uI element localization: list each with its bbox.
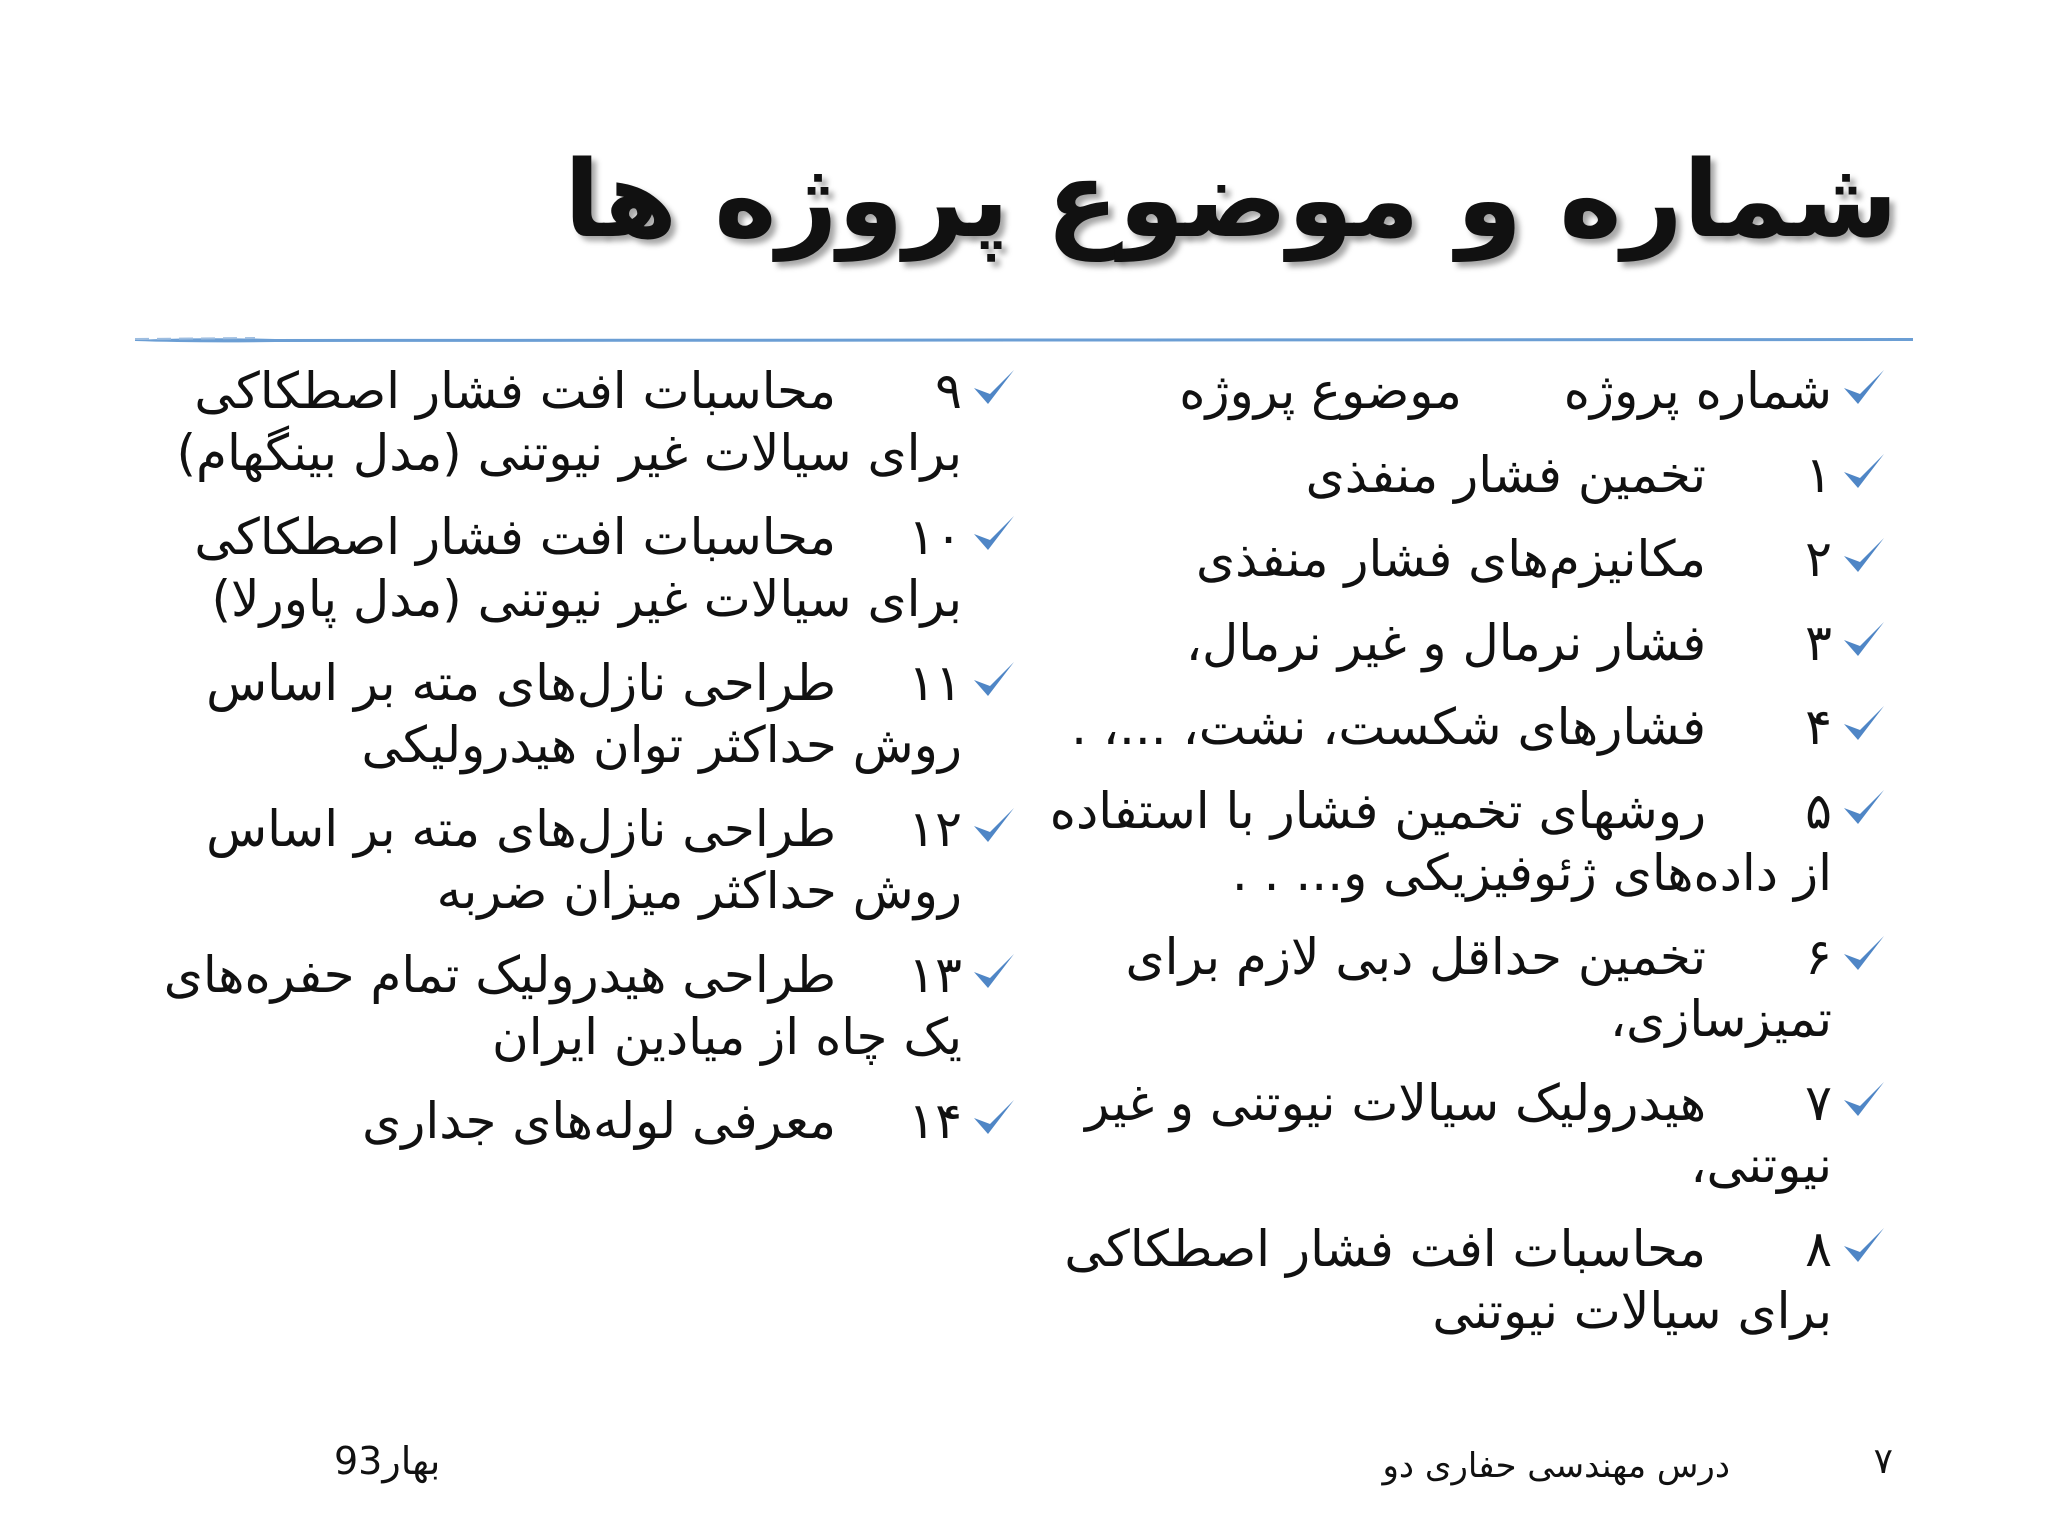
project-topic: طراحی نازل‌های مته بر اساس روش حداکثر توان هیدرولیکی [206, 654, 962, 774]
project-topic: محاسبات افت فشار اصطکاکی برای سیالات غیر نیوتنی (مدل پاورلا) [194, 508, 962, 628]
list-item [128, 1090, 1018, 1152]
checkmark-icon [1840, 532, 1888, 580]
checkmark-icon [970, 510, 1018, 558]
checkmark-icon [1840, 784, 1888, 832]
checkmark-icon [1840, 930, 1888, 978]
project-topic: تخمین حداقل دبی لازم برای تمیزسازی، [1125, 928, 1832, 1048]
project-topic: محاسبات افت فشار اصطکاکی برای سیالات نیوتنی [1064, 1220, 1832, 1340]
checkmark-icon [1840, 364, 1888, 412]
checkmark-icon [970, 656, 1018, 704]
project-number: ۷ [1805, 1074, 1832, 1132]
project-topic: محاسبات افت فشار اصطکاکی برای سیالات غیر نیوتنی (مدل بینگهام) [176, 362, 962, 482]
project-number: ۳ [1805, 614, 1832, 672]
project-number: ۴ [1805, 698, 1832, 756]
project-topic: معرفی لوله‌های جداری [362, 1092, 837, 1150]
checkmark-icon [1840, 1222, 1888, 1270]
term-label: بهار93 [334, 1439, 441, 1483]
list-item [128, 798, 1018, 922]
project-topic: طراحی هیدرولیک تمام حفره‌های یک چاه از میادین ایران [163, 946, 962, 1066]
project-number: ۱۰ [908, 508, 962, 566]
project-topic: فشارهای شکست، نشت، ...، . [1071, 698, 1707, 756]
list-item [128, 652, 1018, 776]
course-name: درس مهندسی حفاری دو [1382, 1446, 1730, 1486]
checkmark-icon [1840, 616, 1888, 664]
list-item [1048, 926, 1888, 1050]
project-list-left [128, 360, 1018, 1174]
list-item [1048, 1218, 1888, 1342]
list-item [1048, 696, 1888, 758]
project-topic: فشار نرمال و غیر نرمال، [1185, 614, 1707, 672]
list-item [1048, 528, 1888, 590]
project-number: ۱ [1805, 446, 1832, 504]
project-number: ۸ [1805, 1220, 1832, 1278]
slide-title: شماره و موضوع پروژه ها [563, 138, 1898, 261]
checkmark-icon [970, 948, 1018, 996]
checkmark-icon [1840, 700, 1888, 748]
project-number: ۱۱ [908, 654, 962, 712]
project-number: ۹ [935, 362, 962, 420]
checkmark-icon [970, 802, 1018, 850]
list-item [1048, 780, 1888, 904]
checkmark-icon [1840, 448, 1888, 496]
header-number-label: شماره پروژه [1563, 362, 1832, 420]
project-number: ۱۳ [908, 946, 962, 1004]
list-item [128, 360, 1018, 484]
project-topic: روشهای تخمین فشار با استفاده از داده‌های ژئوفیزیکی و... . . [1049, 782, 1832, 902]
project-number: ۱۴ [908, 1092, 962, 1150]
project-number: ۵ [1805, 782, 1832, 840]
list-item [128, 506, 1018, 630]
list-item [1048, 612, 1888, 674]
list-item [128, 944, 1018, 1068]
project-number: ۱۲ [908, 800, 962, 858]
project-list-right [1048, 360, 1888, 1364]
slide-number: ۷ [1873, 1441, 1893, 1482]
project-topic: مکانیزم‌های فشار منفذی [1195, 530, 1707, 588]
project-topic: طراحی نازل‌های مته بر اساس روش حداکثر میزان ضربه [206, 800, 962, 920]
project-number: ۶ [1805, 928, 1832, 986]
project-number: ۲ [1805, 530, 1832, 588]
title-divider [135, 334, 1913, 344]
list-item [1048, 444, 1888, 506]
project-topic: تخمین فشار منفذی [1305, 446, 1707, 504]
project-topic: هیدرولیک سیالات نیوتنی و غیر نیوتنی، [1085, 1074, 1832, 1194]
checkmark-icon [970, 1094, 1018, 1142]
list-header [1048, 360, 1888, 422]
checkmark-icon [1840, 1076, 1888, 1124]
list-item [1048, 1072, 1888, 1196]
header-topic-label: موضوع پروژه [1179, 362, 1462, 420]
checkmark-icon [970, 364, 1018, 412]
